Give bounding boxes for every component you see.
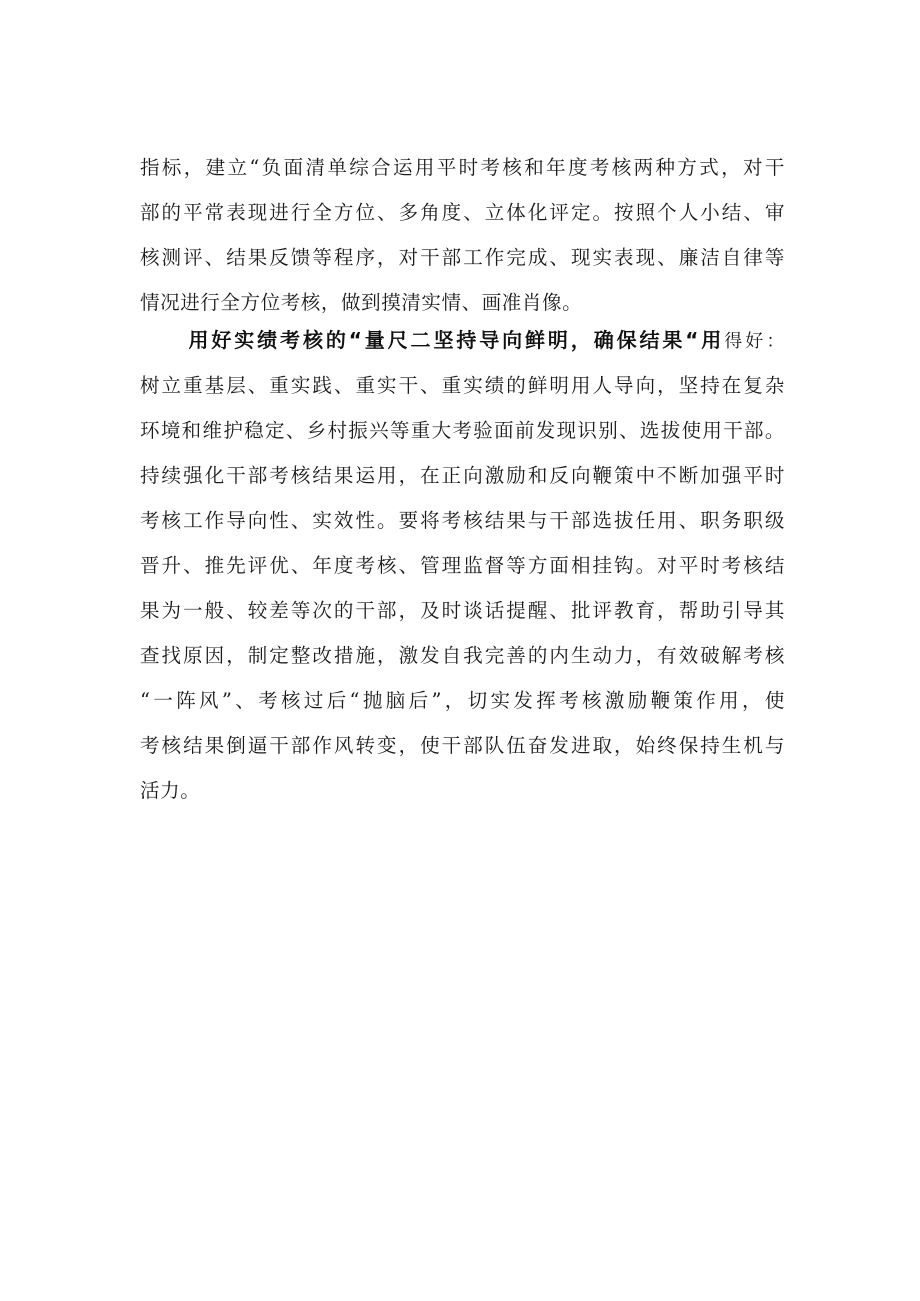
paragraph-2-line: 持续强化干部考核结果运用，在正向激励和反向鞭策中不断加强平时	[140, 464, 785, 487]
paragraph-2-heading: 用好实绩考核的“量尺二坚持导向鲜明，确保结果“用	[186, 328, 725, 352]
paragraph-2-line: 果为一般、较差等次的干部，及时谈话提醒、批评教育，帮助引导其	[140, 599, 785, 622]
paragraph-2-line: 考核结果倒逼干部作风转变，使干部队伍奋发进取，始终保持生机与	[140, 734, 785, 757]
paragraph-1-line: 指标，建立“负面清单综合运用平时考核和年度考核两种方式，对干	[140, 156, 785, 179]
paragraph-2-heading-line	[140, 318, 785, 363]
paragraph-2-line: 考核工作导向性、实效性。要将考核结果与干部选拔任用、职务职级	[140, 509, 785, 532]
paragraph-1-line: 情况进行全方位考核，做到摸清实情、画准肖像。	[140, 291, 583, 314]
paragraph-2-heading-tail: 得好：	[724, 331, 785, 352]
paragraph-2-line: “一阵风”、考核过后“抛脑后”，切实发挥考核激励鞭策作用，使	[140, 689, 785, 712]
paragraph-1-line: 部的平常表现进行全方位、多角度、立体化评定。按照个人小结、审	[140, 201, 785, 224]
paragraph-2-line: 环境和维护稳定、乡村振兴等重大考验面前发现识别、选拔使用干部。	[140, 419, 785, 442]
paragraph-2	[140, 318, 785, 813]
paragraph-2-line: 晋升、推先评优、年度考核、管理监督等方面相挂钩。对平时考核结	[140, 554, 785, 577]
paragraph-2-line: 查找原因，制定整改措施，激发自我完善的内生动力，有效破解考核	[140, 644, 785, 667]
paragraph-1-line: 核测评、结果反馈等程序，对干部工作完成、现实表现、廉洁自律等	[140, 246, 785, 269]
paragraph-2-line: 树立重基层、重实践、重实干、重实绩的鲜明用人导向，坚持在复杂	[140, 374, 785, 397]
paragraph-1	[140, 145, 785, 325]
paragraph-2-line: 活力。	[140, 779, 201, 802]
